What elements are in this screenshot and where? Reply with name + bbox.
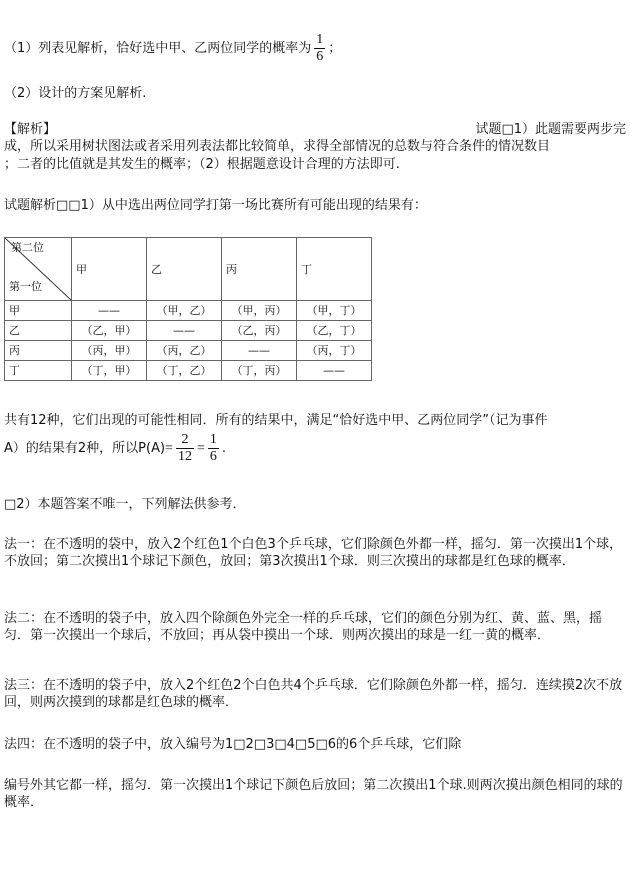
fraction-denominator: 6: [316, 49, 324, 64]
table-cell: （丙，丁）: [297, 341, 372, 361]
table-cell: （乙，丁）: [297, 321, 372, 341]
column-header: 乙: [147, 238, 222, 301]
fraction-numerator: 1: [209, 432, 217, 447]
result-line1: 共有12种，它们出现的可能性相同．所有的结果中，满足“恰好选中甲、乙两位同学”（记为事件: [4, 413, 548, 428]
header-first: 第一位: [9, 280, 42, 293]
table-cell: ——: [297, 361, 372, 381]
result-prefix: A）的结果有2种，所以P(A): [4, 441, 166, 456]
table-cell: ——: [72, 301, 147, 321]
simplified-fraction: [208, 432, 219, 465]
part2-intro: □2）本题答案不唯一，下列解法供参考．: [4, 497, 246, 512]
table-cell: （丙，甲）: [72, 341, 147, 361]
equals-sign: =: [196, 441, 205, 456]
equals-sign: =: [165, 441, 173, 456]
answer-part1-fraction: [314, 32, 325, 65]
answer-part1: [4, 32, 626, 65]
outcome-table: [4, 237, 372, 381]
answer-part1-tail: ；: [328, 41, 342, 56]
fraction-denominator: 6: [209, 449, 217, 464]
analysis-line2: 成，所以采用树状图法或者采用列表法都比较简单，求得全部情况的总数与符合条件的情况数目: [4, 139, 551, 154]
diagonal-header-cell: [5, 238, 72, 301]
row-label: 乙: [5, 321, 72, 341]
fraction-denominator: 12: [177, 449, 192, 464]
table-cell: （丙，乙）: [147, 341, 222, 361]
table-cell: ——: [222, 341, 297, 361]
table-cell: （丁，甲）: [72, 361, 147, 381]
table-row: [5, 341, 372, 361]
column-header: 丙: [222, 238, 297, 301]
table-cell: （丁，乙）: [147, 361, 222, 381]
analysis-line1-right: 试题□1）此题需要两步完: [475, 122, 626, 137]
table-cell: （丁，丙）: [222, 361, 297, 381]
method-2: 法二：在不透明的袋子中，放入四个除颜色外完全一样的乒乓球，它们的颜色分别为红、黄、蓝、黑，摇匀．第一次摸出一个球后，不放回；再从袋中摸出一个球．则两次摸出的球是一红一黄的概率．: [4, 611, 603, 643]
probability-fraction: [176, 432, 194, 465]
solution-intro: 试题解析□□1）从中选出两位同学打第一场比赛所有可能出现的结果有：: [4, 198, 427, 213]
fraction-numerator: 1: [316, 32, 324, 47]
method-1: 法一：在不透明的袋中，放入2个红色1个白色3个乒乓球，它们除颜色外都一样，摇匀．第一次摸出1个球，不放回；第二次摸出1个球记下颜色，放回；第3次摸出1个球．则三次摸出的球都是红色球的概率．: [4, 537, 623, 569]
row-label: 丁: [5, 361, 72, 381]
header-second: 第二位: [11, 241, 44, 254]
table-cell: （乙，甲）: [72, 321, 147, 341]
fraction-numerator: 2: [176, 432, 194, 449]
table-cell: （甲，丁）: [297, 301, 372, 321]
column-header: 丁: [297, 238, 372, 301]
analysis-heading: 【解析】: [4, 122, 57, 137]
table-header-row: [5, 238, 372, 301]
method-3: 法三：在不透明的袋子中，放入2个红色2个白色共4个乒乓球．它们除颜色外都一样，摇匀．连续摸2次不放回，则两次摸到的球都是红色球的概率．: [4, 678, 623, 710]
analysis-line3: ；二者的比值就是其发生的概率；（2）根据题意设计合理的方法即可.: [4, 157, 400, 172]
row-label: 丙: [5, 341, 72, 361]
table-cell: （甲，丙）: [222, 301, 297, 321]
table-row: [5, 361, 372, 381]
method-4: 法四：在不透明的袋子中，放入编号为1□2□3□4□5□6的6个乒乓球，它们除: [4, 737, 462, 752]
table-cell: ——: [147, 321, 222, 341]
table-cell: （甲，乙）: [147, 301, 222, 321]
result-line2: [4, 432, 626, 465]
result-tail: .: [221, 441, 226, 456]
table-cell: （乙，丙）: [222, 321, 297, 341]
table-row: [5, 321, 372, 341]
column-header: 甲: [72, 238, 147, 301]
row-label: 甲: [5, 301, 72, 321]
method-4-continued: 编号外其它都一样，摇匀．第一次摸出1个球记下颜色后放回；第二次摸出1个球.则两次摸出颜色相同的球的概率．: [4, 778, 623, 810]
table-row: [5, 301, 372, 321]
analysis-line1: [4, 121, 626, 138]
answer-part2: （2）设计的方案见解析.: [4, 86, 147, 101]
answer-part1-text: （1）列表见解析，恰好选中甲、乙两位同学的概率为: [4, 41, 312, 56]
